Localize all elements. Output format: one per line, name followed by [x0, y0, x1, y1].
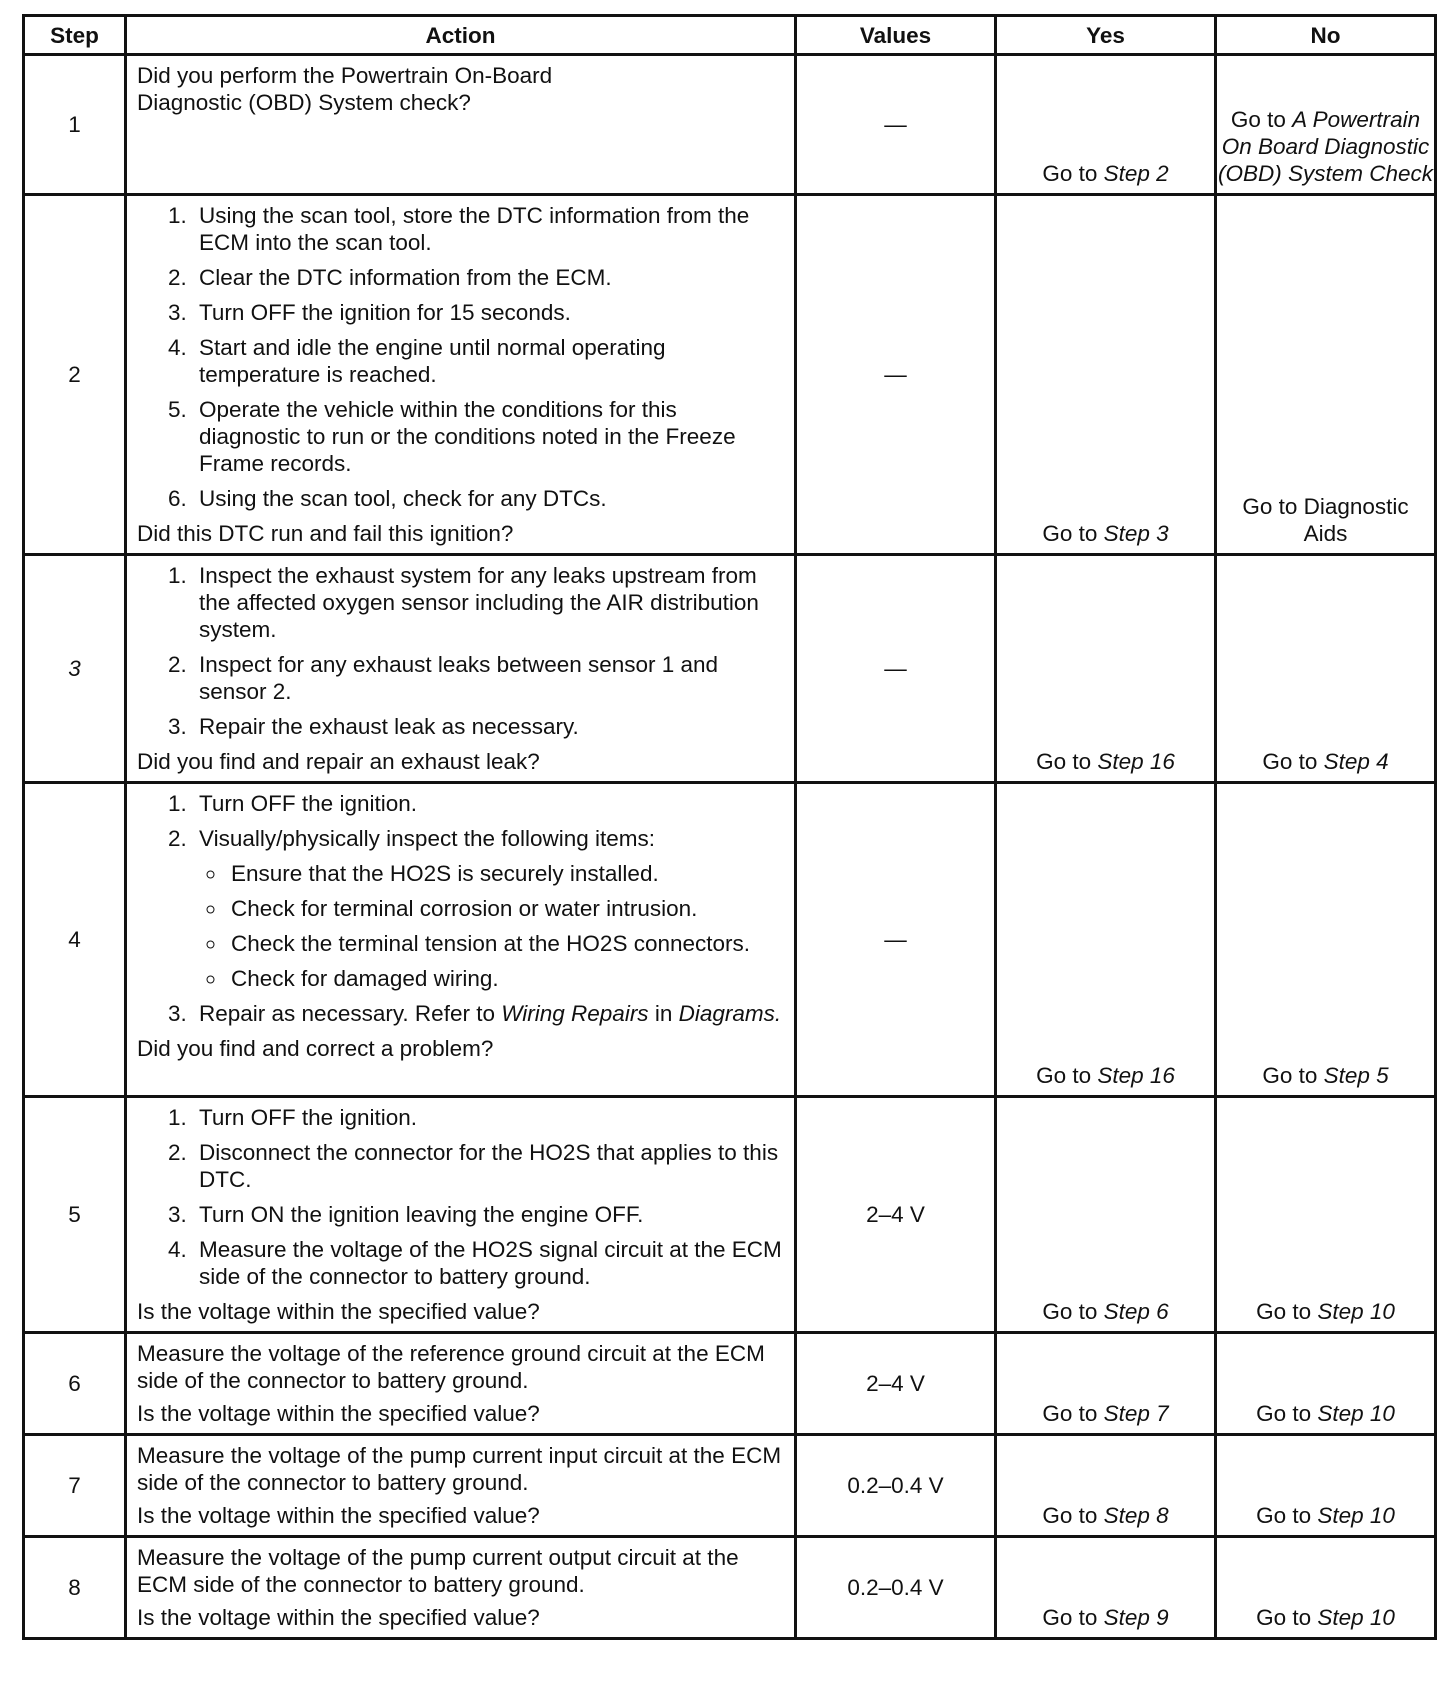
header-action: Action — [126, 16, 796, 55]
no-prefix: Go to — [1256, 1401, 1318, 1426]
no-prefix: Go to — [1256, 1299, 1318, 1324]
value-cell: 0.2–0.4 V — [796, 1435, 996, 1537]
table-row — [24, 195, 1436, 555]
list-item: 4. Start and idle the engine until normal operating temperature is reached. — [193, 334, 784, 388]
yes-prefix: Go to — [1042, 1605, 1104, 1630]
yes-step-ref: Step 6 — [1103, 1299, 1169, 1324]
step-number: 8 — [24, 1537, 126, 1639]
action-steps-list — [137, 202, 784, 512]
yes-cell — [996, 555, 1216, 783]
yes-prefix: Go to — [1036, 1063, 1098, 1088]
no-cell — [1216, 1537, 1436, 1639]
table-row — [24, 55, 1436, 195]
inspection-bullets — [199, 860, 784, 992]
action-question: Did you find and repair an exhaust leak? — [137, 749, 540, 774]
action-cell — [126, 1537, 796, 1639]
no-step-ref: Step 10 — [1317, 1299, 1395, 1324]
action-question: Is the voltage within the specified value? — [137, 1605, 540, 1630]
yes-prefix: Go to — [1036, 749, 1098, 774]
header-yes: Yes — [996, 16, 1216, 55]
table-row — [24, 1333, 1436, 1435]
yes-step-ref: Step 9 — [1103, 1605, 1169, 1630]
yes-step-ref: Step 2 — [1103, 161, 1169, 186]
yes-cell — [996, 1097, 1216, 1333]
list-item: 3. Turn OFF the ignition for 15 seconds. — [193, 299, 784, 326]
action-text: Did you perform the Powertrain On-Board Diagnostic (OBD) System check? — [137, 63, 553, 115]
value-cell: — — [796, 195, 996, 555]
list-item: 1. Using the scan tool, store the DTC information from the ECM into the scan tool. — [193, 202, 784, 256]
yes-cell — [996, 1537, 1216, 1639]
step-number: 1 — [24, 55, 126, 195]
step-number: 4 — [24, 783, 126, 1097]
table-row — [24, 783, 1436, 1097]
action-cell — [126, 1333, 796, 1435]
list-item: 3. Repair the exhaust leak as necessary. — [193, 713, 784, 740]
table-row — [24, 1435, 1436, 1537]
action-text: Measure the voltage of the pump current output circuit at the ECM side of the connector to battery ground. — [137, 1545, 739, 1597]
value-cell: — — [796, 55, 996, 195]
list-item: 6. Using the scan tool, check for any DTCs. — [193, 485, 784, 512]
no-prefix: Go to — [1256, 1605, 1318, 1630]
no-cell — [1216, 55, 1436, 195]
action-question: Did this DTC run and fail this ignition? — [137, 521, 514, 546]
no-prefix: Go to — [1262, 749, 1324, 774]
list-item: 2. Clear the DTC information from the ECM. — [193, 264, 784, 291]
action-question: Is the voltage within the specified value? — [137, 1299, 540, 1324]
action-cell — [126, 555, 796, 783]
diagrams-ref: Diagrams. — [678, 1001, 782, 1026]
bullet-item: ◦ Check the terminal tension at the HO2S connectors. — [227, 930, 784, 957]
yes-step-ref: Step 16 — [1097, 1063, 1175, 1088]
action-steps-list — [137, 1104, 784, 1290]
list-item: 2. Inspect for any exhaust leaks between sensor 1 and sensor 2. — [193, 651, 784, 705]
value-cell: — — [796, 555, 996, 783]
action-cell — [126, 1097, 796, 1333]
no-cell — [1216, 1333, 1436, 1435]
yes-prefix: Go to — [1042, 1299, 1104, 1324]
action-question: Is the voltage within the specified value? — [137, 1401, 540, 1426]
step-number: 2 — [24, 195, 126, 555]
action-question: Is the voltage within the specified value? — [137, 1503, 540, 1528]
yes-step-ref: Step 8 — [1103, 1503, 1169, 1528]
list-item-text: Visually/physically inspect the following items: — [199, 826, 656, 851]
no-prefix: Go to Diagnostic Aids — [1242, 494, 1409, 546]
header-step: Step — [24, 16, 126, 55]
step-number: 6 — [24, 1333, 126, 1435]
no-cell — [1216, 1097, 1436, 1333]
list-item: 3. Turn ON the ignition leaving the engine OFF. — [193, 1201, 784, 1228]
no-cell — [1216, 555, 1436, 783]
yes-step-ref: Step 16 — [1097, 749, 1175, 774]
list-item: 4. Measure the voltage of the HO2S signal circuit at the ECM side of the connector to battery ground. — [193, 1236, 784, 1290]
no-cell — [1216, 195, 1436, 555]
bullet-item: ◦ Ensure that the HO2S is securely installed. — [227, 860, 784, 887]
action-cell — [126, 783, 796, 1097]
no-step-ref: A Powertrain On Board Diagnostic (OBD) System Check — [1217, 107, 1434, 186]
step-number: 7 — [24, 1435, 126, 1537]
table-row — [24, 1097, 1436, 1333]
no-step-ref: Step 4 — [1323, 749, 1389, 774]
action-cell — [126, 195, 796, 555]
table-row — [24, 1537, 1436, 1639]
yes-cell — [996, 1435, 1216, 1537]
bullet-item: ◦ Check for terminal corrosion or water intrusion. — [227, 895, 784, 922]
yes-step-ref: Step 3 — [1103, 521, 1169, 546]
yes-prefix: Go to — [1042, 1503, 1104, 1528]
yes-cell — [996, 55, 1216, 195]
yes-prefix: Go to — [1042, 1401, 1104, 1426]
action-steps-list — [137, 562, 784, 740]
diagnostic-steps-table — [22, 14, 1437, 1640]
no-step-ref: Step 10 — [1317, 1605, 1395, 1630]
value-cell: 0.2–0.4 V — [796, 1537, 996, 1639]
action-cell — [126, 55, 796, 195]
yes-cell — [996, 195, 1216, 555]
list-item-text: Repair as necessary. Refer to — [199, 1001, 502, 1026]
table-header-row — [24, 16, 1436, 55]
value-cell: — — [796, 783, 996, 1097]
action-cell — [126, 1435, 796, 1537]
action-question: Did you find and correct a problem? — [137, 1036, 494, 1061]
list-item — [193, 1000, 784, 1027]
action-text: Measure the voltage of the reference ground circuit at the ECM side of the connector to battery ground. — [137, 1341, 765, 1393]
action-text: Measure the voltage of the pump current input circuit at the ECM side of the connector to battery ground. — [137, 1443, 782, 1495]
header-no: No — [1216, 16, 1436, 55]
yes-prefix: Go to — [1042, 161, 1104, 186]
header-values: Values — [796, 16, 996, 55]
yes-prefix: Go to — [1042, 521, 1104, 546]
list-item: 1. Inspect the exhaust system for any leaks upstream from the affected oxygen sensor including the AIR distribution system. — [193, 562, 784, 643]
list-item: 2. Disconnect the connector for the HO2S that applies to this DTC. — [193, 1139, 784, 1193]
action-steps-list — [137, 790, 784, 1027]
wiring-repairs-ref: Wiring Repairs — [501, 1001, 649, 1026]
no-cell — [1216, 1435, 1436, 1537]
list-item: 1. Turn OFF the ignition. — [193, 790, 784, 817]
no-step-ref: Step 10 — [1317, 1401, 1395, 1426]
list-item — [193, 825, 784, 992]
list-item: 1. Turn OFF the ignition. — [193, 1104, 784, 1131]
table-row — [24, 555, 1436, 783]
no-cell — [1216, 783, 1436, 1097]
list-item-text: in — [648, 1001, 679, 1026]
list-item: 5. Operate the vehicle within the conditions for this diagnostic to run or the conditions noted in the Freeze Frame records. — [193, 396, 784, 477]
step-number: 3 — [24, 555, 126, 783]
no-prefix: Go to — [1262, 1063, 1324, 1088]
no-prefix: Go to — [1256, 1503, 1318, 1528]
step-number: 5 — [24, 1097, 126, 1333]
yes-cell — [996, 1333, 1216, 1435]
bullet-item: ◦ Check for damaged wiring. — [227, 965, 784, 992]
no-step-ref: Step 10 — [1317, 1503, 1395, 1528]
value-cell: 2–4 V — [796, 1097, 996, 1333]
yes-step-ref: Step 7 — [1103, 1401, 1169, 1426]
value-cell: 2–4 V — [796, 1333, 996, 1435]
no-prefix: Go to — [1230, 107, 1293, 132]
no-step-ref: Step 5 — [1323, 1063, 1389, 1088]
diagnostic-table-page — [22, 14, 1434, 1640]
yes-cell — [996, 783, 1216, 1097]
